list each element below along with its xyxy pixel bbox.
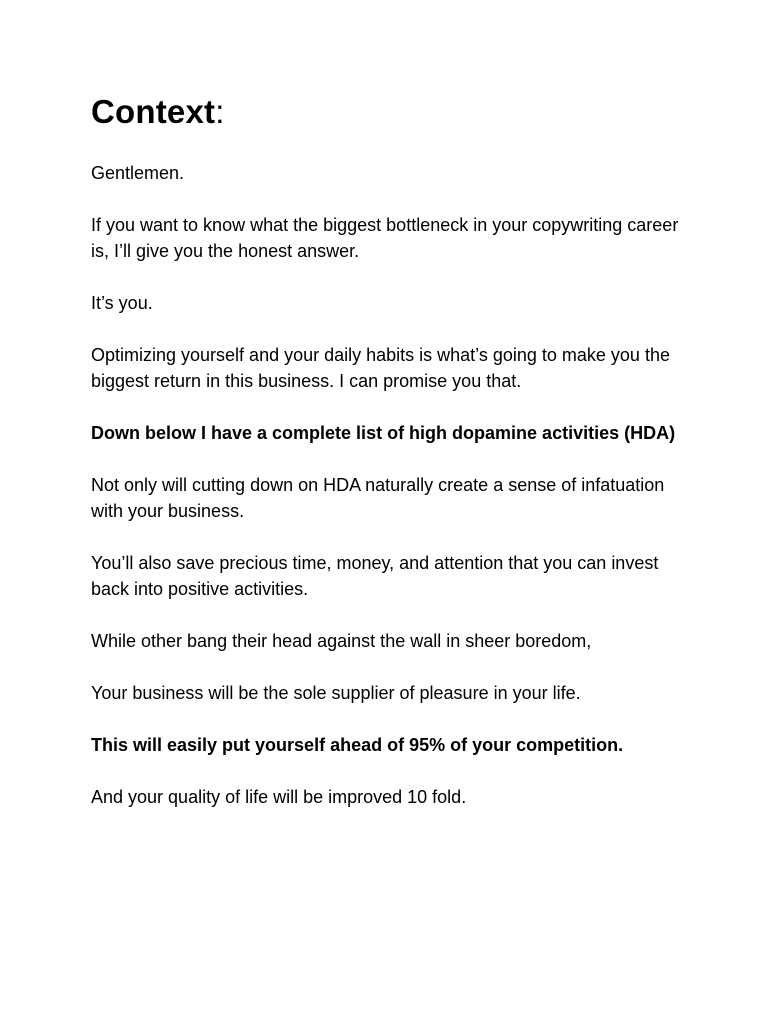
paragraph: Gentlemen.	[91, 163, 185, 183]
title-text: Context	[91, 93, 216, 130]
page-title	[91, 92, 691, 132]
paragraph: While other bang their head against the wall in sheer boredom,	[91, 631, 592, 651]
document-body	[91, 92, 691, 836]
bold-paragraph: This will easily put yourself ahead of 95% of your competition.	[91, 735, 624, 755]
paragraph: Not only will cutting down on HDA naturally create a sense of infatuation with your business.	[91, 475, 665, 521]
title-colon: :	[215, 93, 225, 130]
bold-paragraph: Down below I have a complete list of high dopamine activities (HDA)	[91, 423, 676, 443]
paragraph: And your quality of life will be improved 10 fold.	[91, 787, 467, 807]
paragraph: It’s you.	[91, 293, 153, 313]
paragraph: Optimizing yourself and your daily habits is what’s going to make you the biggest return in this business. I can promise you that.	[91, 345, 670, 391]
paragraph: You’ll also save precious time, money, and attention that you can invest back into positive activities.	[91, 553, 659, 599]
paragraph: If you want to know what the biggest bottleneck in your copywriting career is, I’ll give you the honest answer.	[91, 215, 679, 261]
paragraph: Your business will be the sole supplier of pleasure in your life.	[91, 683, 581, 703]
